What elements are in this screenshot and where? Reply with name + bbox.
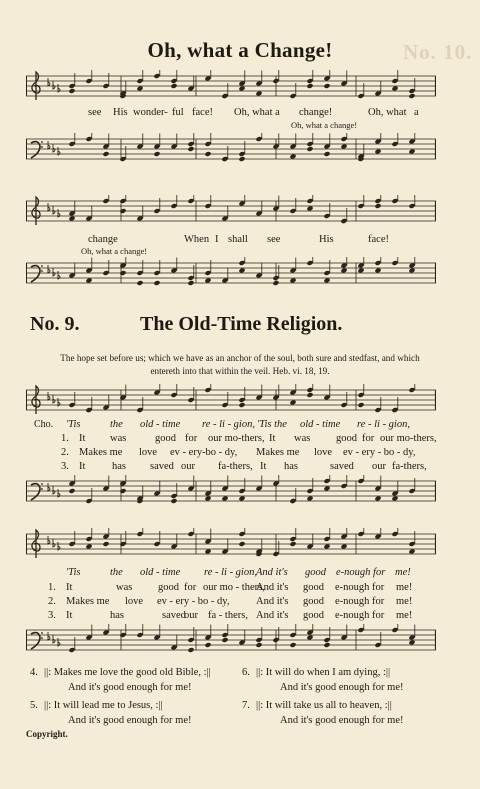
lyric-word: face! bbox=[192, 107, 213, 118]
lyric-word: love bbox=[125, 596, 144, 607]
lyric-word: re - li - gion, bbox=[357, 419, 410, 430]
lyric-word: was bbox=[116, 582, 133, 593]
lyric-word: me! bbox=[396, 582, 413, 593]
copyright-notice: Copyright. bbox=[26, 729, 68, 739]
lyric-word: shall bbox=[228, 234, 248, 245]
song2-treble-staff-1 bbox=[26, 384, 436, 418]
lyric-word: has bbox=[110, 610, 124, 621]
lyric-word: 'Tis bbox=[66, 567, 81, 578]
stanza-line: And it's good enough for me! bbox=[280, 682, 404, 693]
hymn-number: No. 9. bbox=[30, 313, 80, 335]
lyric-word: It bbox=[66, 610, 73, 621]
lyric-word: old - time bbox=[300, 419, 341, 430]
stanza-number: 6. bbox=[242, 667, 250, 678]
lyric-word: wonder- bbox=[133, 107, 168, 118]
lyric-word: Makes me bbox=[66, 596, 110, 607]
lyric-word: And it's bbox=[256, 596, 289, 607]
lyric-word: our mo-thers, bbox=[208, 433, 265, 444]
lyric-word: love bbox=[314, 447, 333, 458]
lyric-word: His bbox=[319, 234, 334, 245]
treble-staff-notation bbox=[26, 528, 436, 562]
verse-number: 2. bbox=[48, 596, 56, 607]
stanza-line: ||: It will lead me to Jesus, :|| bbox=[44, 700, 163, 711]
lyric-word: And it's bbox=[256, 567, 288, 578]
lyric-word: fa - thers, bbox=[208, 610, 248, 621]
lyric-word: e-nough for bbox=[335, 610, 385, 621]
stanza-number: 4. bbox=[30, 667, 38, 678]
verse-number: 2. bbox=[61, 447, 69, 458]
lyric-word: e-nough for bbox=[335, 582, 385, 593]
lyric-word: good bbox=[155, 433, 176, 444]
scripture-epigraph bbox=[40, 352, 440, 378]
lyric-word: good bbox=[305, 567, 326, 578]
lyric-word: face! bbox=[368, 234, 389, 245]
lyric-word: saved bbox=[162, 610, 186, 621]
stanza-7 bbox=[242, 698, 442, 730]
lyric-word: It bbox=[79, 461, 86, 472]
stanza-line: ||: It will take us all to heaven, :|| bbox=[256, 700, 392, 711]
song2-bass-staff-2 bbox=[26, 624, 436, 658]
lyric-word: It bbox=[260, 461, 267, 472]
stanza-number: 5. bbox=[30, 700, 38, 711]
stanza-line: And it's good enough for me! bbox=[68, 682, 192, 693]
lyric-word: fa-thers, bbox=[218, 461, 253, 472]
lyric-word: for bbox=[185, 433, 198, 444]
lyric-word: for bbox=[184, 582, 197, 593]
lyric-word: saved bbox=[330, 461, 354, 472]
scripture-line: The hope set before us; which we have as an anchor of the soul, both sure and stedfast, and which bbox=[60, 353, 420, 363]
lyric-word: love bbox=[139, 447, 158, 458]
song1-title: Oh, what a Change! bbox=[147, 38, 333, 62]
lyric-word: Makes me bbox=[256, 447, 300, 458]
bleed-through-page-number: No. 10. bbox=[403, 40, 473, 64]
stanza-6 bbox=[242, 665, 442, 697]
lyric-word: was bbox=[110, 433, 127, 444]
lyric-word: the bbox=[110, 567, 123, 578]
bass-staff-notation bbox=[26, 133, 436, 167]
treble-staff-notation bbox=[26, 384, 436, 418]
lyric-word: our bbox=[372, 461, 386, 472]
stanza-line: ||: Makes me love the good old Bible, :|| bbox=[44, 667, 211, 678]
lyric-word: was bbox=[294, 433, 311, 444]
lyric-word: 'Tis the bbox=[257, 419, 287, 430]
lyric-word: And it's bbox=[256, 582, 289, 593]
treble-staff-notation bbox=[26, 70, 436, 104]
lyric-word: change bbox=[88, 234, 118, 245]
lyric-word: re - li - gion, bbox=[202, 419, 255, 430]
lyric-word: our bbox=[181, 461, 195, 472]
song2-treble-staff-2 bbox=[26, 528, 436, 562]
song2-bass-staff-1 bbox=[26, 475, 436, 509]
stanza-line: And it's good enough for me! bbox=[68, 715, 192, 726]
lyric-word: Oh, what bbox=[368, 107, 407, 118]
lyric-word: our bbox=[184, 610, 198, 621]
lyric-word: see bbox=[267, 234, 281, 245]
lyric-word: It bbox=[66, 582, 73, 593]
lyric-word: the bbox=[110, 419, 123, 430]
song1-bass-staff-2 bbox=[26, 257, 436, 291]
lyric-word: ev - ery-bo - dy, bbox=[170, 447, 238, 458]
lyric-word: our mo - thers, bbox=[203, 582, 265, 593]
bass-staff-notation bbox=[26, 257, 436, 291]
lyric-word: good bbox=[158, 582, 179, 593]
lyric-word: ev - ery - bo - dy, bbox=[157, 596, 230, 607]
lyric-word: me! bbox=[396, 596, 413, 607]
lyric-word: Makes me bbox=[79, 447, 123, 458]
lyric-word: e-nough for bbox=[335, 596, 385, 607]
stanza-5 bbox=[30, 698, 230, 730]
stanza-4 bbox=[30, 665, 230, 697]
lyric-word: good bbox=[303, 582, 324, 593]
treble-staff-notation bbox=[26, 195, 436, 229]
song1-treble-staff-2 bbox=[26, 195, 436, 229]
bass-staff-notation bbox=[26, 475, 436, 509]
song1-cue-2: Oh, what a change! bbox=[81, 246, 148, 256]
scripture-line: entereth into that within the veil. Heb. vi. 18, 19. bbox=[150, 366, 330, 376]
stanza-number: 7. bbox=[242, 700, 250, 711]
lyric-word: for bbox=[362, 433, 375, 444]
chorus-label: Cho. bbox=[34, 419, 54, 430]
lyric-word: has bbox=[112, 461, 126, 472]
lyric-word: ful bbox=[172, 107, 184, 118]
lyric-word: me! bbox=[395, 567, 411, 578]
verse-number: 3. bbox=[48, 610, 56, 621]
lyric-word: change! bbox=[299, 107, 333, 118]
verse-number: 3. bbox=[61, 461, 69, 472]
song1-cue-1: Oh, what a change! bbox=[291, 120, 358, 130]
song1-bass-staff-1 bbox=[26, 133, 436, 167]
lyric-word: good bbox=[303, 610, 324, 621]
lyric-word: When bbox=[184, 234, 210, 245]
lyric-word: His bbox=[113, 107, 128, 118]
lyric-word: our mo-thers, bbox=[380, 433, 437, 444]
lyric-word: good bbox=[336, 433, 357, 444]
lyric-word: 'Tis bbox=[66, 419, 81, 430]
stanza-line: ||: It will do when I am dying, :|| bbox=[256, 667, 391, 678]
lyric-word: re - li - gion, bbox=[204, 567, 257, 578]
lyric-word: e-nough for bbox=[336, 567, 386, 578]
lyric-word: ev - ery - bo - dy, bbox=[343, 447, 416, 458]
verse-number: 1. bbox=[61, 433, 69, 444]
lyric-word: I bbox=[215, 234, 219, 245]
hymn-title: The Old-Time Religion. bbox=[140, 313, 343, 335]
lyric-word: It bbox=[79, 433, 86, 444]
lyric-word: saved bbox=[150, 461, 174, 472]
lyric-word: fa-thers, bbox=[392, 461, 427, 472]
lyric-word: And it's bbox=[256, 610, 289, 621]
lyric-word: has bbox=[284, 461, 298, 472]
stanza-line: And it's good enough for me! bbox=[280, 715, 404, 726]
lyric-word: good bbox=[303, 596, 324, 607]
song1-treble-staff-1 bbox=[26, 70, 436, 104]
lyric-word: Oh, what a bbox=[234, 107, 280, 118]
verse-number: 1. bbox=[48, 582, 56, 593]
lyric-word: see bbox=[88, 107, 102, 118]
bass-staff-notation bbox=[26, 624, 436, 658]
lyric-word: a bbox=[414, 107, 419, 118]
lyric-word: me! bbox=[396, 610, 413, 621]
lyric-word: old - time bbox=[140, 567, 181, 578]
lyric-word: It bbox=[269, 433, 276, 444]
lyric-word: old - time bbox=[140, 419, 181, 430]
